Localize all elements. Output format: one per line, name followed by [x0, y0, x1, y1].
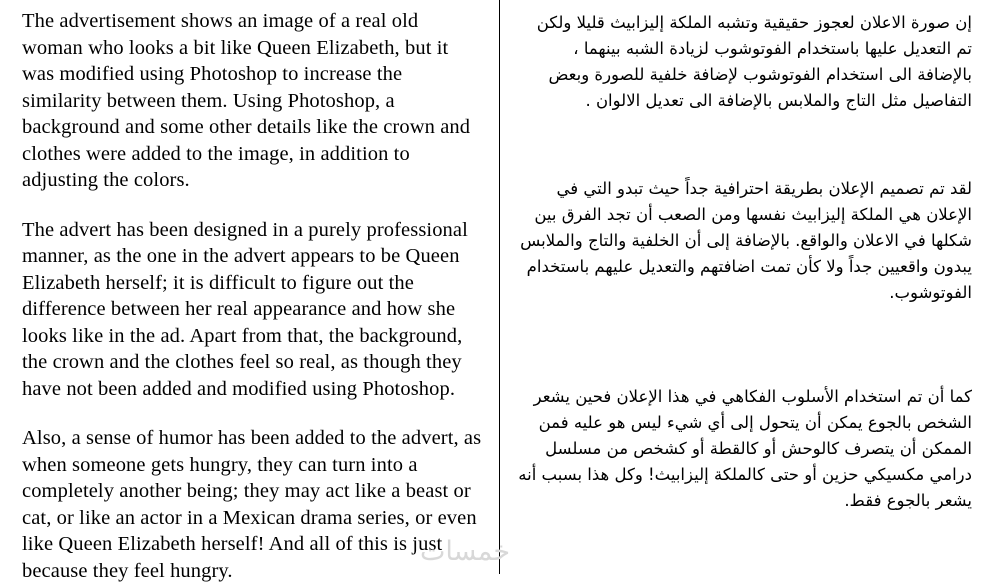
english-column [0, 0, 500, 582]
arabic-column [500, 0, 1000, 574]
watermark-text: خمسات [420, 536, 511, 567]
paragraph: The advertisement shows an image of a real old woman who looks a bit like Queen Elizabeth, but it was modified using Photoshop to increase the similarity between them. Using Photoshop, a background and some other details like the crown and clothes were added to the image, in addition to adjusting the colors. [22, 10, 471, 191]
paragraph: إن صورة الاعلان لعجوز حقيقية وتشبه الملكة إليزابيث قليلا ولكن تم التعديل عليها باستخدام الفوتوشوب لزيادة الشبه بينهما ، بالإضافة الى استخدام الفوتوشوب لإضافة خلفية للصورة وبعض التفاصيل مثل التاج والملابس بالإضافة الى تعديل الالوان . [536, 13, 972, 110]
paragraph: The advert has been designed in a purely professional manner, as the one in the advert appears to be Queen Elizabeth herself; it is difficult to figure out the difference between her real appearance and how she looks like in the ad. Apart from that, the background, the crown and the clothes feel so real, as though they have not been added and modified using Photoshop. [22, 218, 468, 400]
paragraph: كما أن تم استخدام الأسلوب الفكاهي في هذا الإعلان فحين يشعر الشخص بالجوع يمكن أن يتحول إلى أي شيء ليس هو عليه فمن الممكن أن يتصرف كالوحش أو كالقطة أو كشخص من مسلسل درامي مكسيكي حزين أو حتى كالملكة إليزابيث! وكل هذا بسبب أنه يشعر بالجوع فقط. [518, 387, 972, 510]
paragraph: لقد تم تصميم الإعلان بطريقة احترافية جداً حيث تبدو التي في الإعلان هي الملكة إليزابيث نفسها ومن الصعب أن تجد الفرق بين شكلها في الاعلان والواقع. بالإضافة إلى أن الخلفية والتاج والملابس يبدون واقعيين جداً ولا كأن تمت اضافتهم والتعديل عليهم باستخدام الفوتوشوب. [520, 179, 972, 302]
paragraph: Also, a sense of humor has been added to the advert, as when someone gets hungry, they can turn into a completely another being; they may act like a beast or cat, or like an actor in a Mexican drama series, or even like Queen Elizabeth herself! And all of this is just because they feel hungry. [22, 427, 482, 582]
